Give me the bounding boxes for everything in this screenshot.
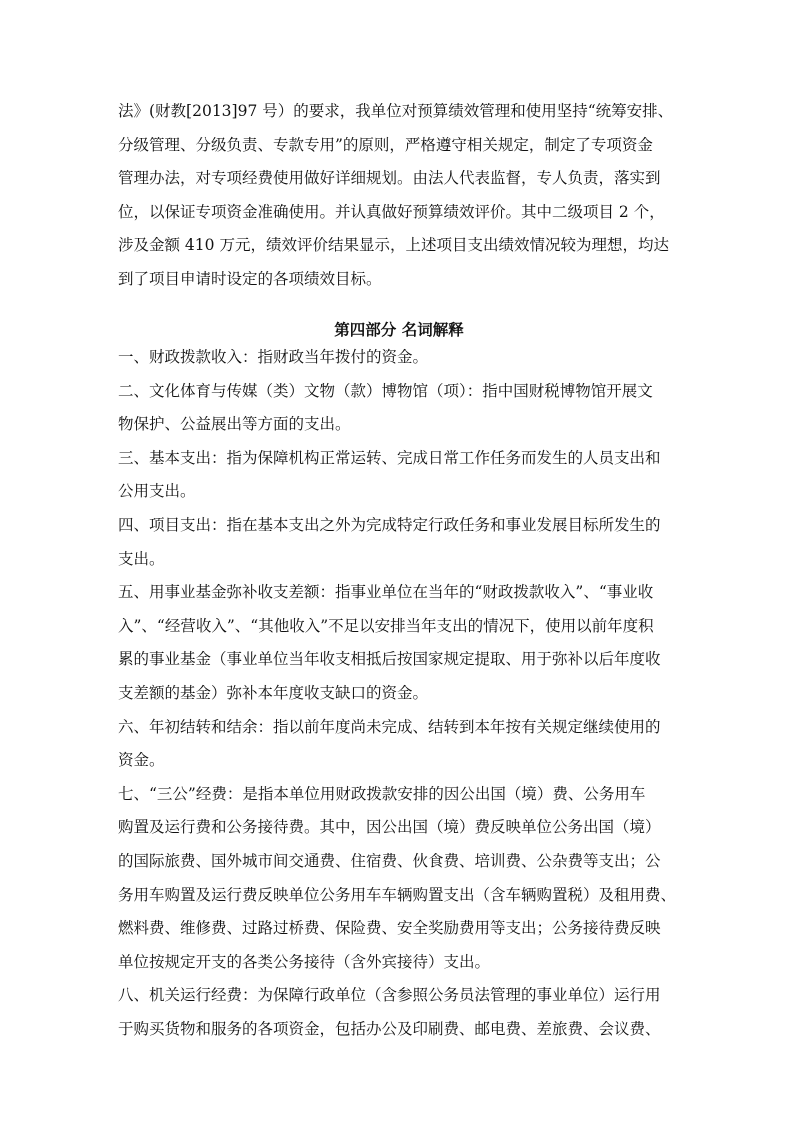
term-line-5: 公用支出。	[118, 482, 196, 501]
term-line-4: 三、基本支出：指为保障机构正常运转、完成日常工作任务而发生的人员支出和	[118, 448, 661, 467]
term-line-2: 二、文化体育与传媒（类）文物（款）博物馆（项）：指中国财税博物馆开展文	[118, 381, 653, 400]
term-line-19: 单位按规定开支的各类公务接待（含外宾接待）支出。	[118, 952, 491, 971]
terms-list	[118, 341, 680, 1046]
intro-line-1: 法》(财教[2013]97 号）的要求，我单位对预算绩效管理和使用坚持“统筹安排、	[118, 102, 674, 120]
term-line-17: 务用车购置及运行费反映单位公务用车车辆购置支出（含车辆购置税）及租用费、	[118, 885, 677, 904]
term-line-20: 八、机关运行经费：为保障行政单位（含参照公务员法管理的事业单位）运行用	[118, 986, 661, 1005]
term-line-16: 的国际旅费、国外城市间交通费、住宿费、伙食费、培训费、公杂费等支出；公	[118, 851, 661, 870]
intro-line-4: 位，以保证专项资金准确使用。并认真做好预算绩效评价。其中二级项目 2 个，	[118, 202, 665, 221]
term-line-14: 七、“三公”经费：是指本单位用财政拨款安排的因公出国（境）费、公务用车	[118, 784, 646, 803]
intro-line-2: 分级管理、分级负责、专款专用”的原则，严格遵守相关规定，制定了专项资金	[118, 135, 653, 154]
term-line-18: 燃料费、维修费、过路过桥费、保险费、安全奖励费用等支出；公务接待费反映	[118, 919, 661, 938]
term-line-12: 六、年初结转和结余：指以前年度尚未完成、结转到本年按有关规定继续使用的	[118, 717, 661, 736]
term-line-8: 五、用事业基金弥补收支差额：指事业单位在当年的“财政拨款收入”、“事业收	[118, 583, 654, 602]
term-line-15: 购置及运行费和公务接待费。其中，因公出国（境）费反映单位公务出国（境）	[118, 818, 661, 837]
term-line-6: 四、项目支出：指在基本支出之外为完成特定行政任务和事业发展目标所发生的	[118, 515, 661, 534]
term-line-13: 资金。	[118, 751, 165, 770]
term-line-21: 于购买货物和服务的各项资金，包括办公及印刷费、邮电费、差旅费、会议费、	[118, 1019, 661, 1038]
term-line-10: 累的事业基金（事业单位当年收支相抵后按国家规定提取、用于弥补以后年度收	[118, 650, 661, 669]
intro-paragraph	[118, 95, 680, 297]
intro-line-6: 到了项目申请时设定的各项绩效目标。	[118, 269, 382, 288]
section-heading: 第四部分 名词解释	[334, 320, 464, 339]
term-line-1: 一、财政拨款收入：指财政当年拨付的资金。	[118, 348, 429, 366]
term-line-7: 支出。	[118, 549, 165, 568]
term-line-11: 支差额的基金）弥补本年度收支缺口的资金。	[118, 683, 429, 702]
term-line-9: 入”、“经营收入”、“其他收入”不足以安排当年支出的情况下，使用以前年度积	[118, 616, 654, 635]
term-line-3: 物保护、公益展出等方面的支出。	[118, 415, 351, 434]
intro-line-5: 涉及金额 410 万元，绩效评价结果显示，上述项目支出绩效情况较为理想，均达	[118, 236, 669, 255]
intro-line-3: 管理办法，对专项经费使用做好详细规划。由法人代表监督，专人负责，落实到	[118, 169, 661, 188]
